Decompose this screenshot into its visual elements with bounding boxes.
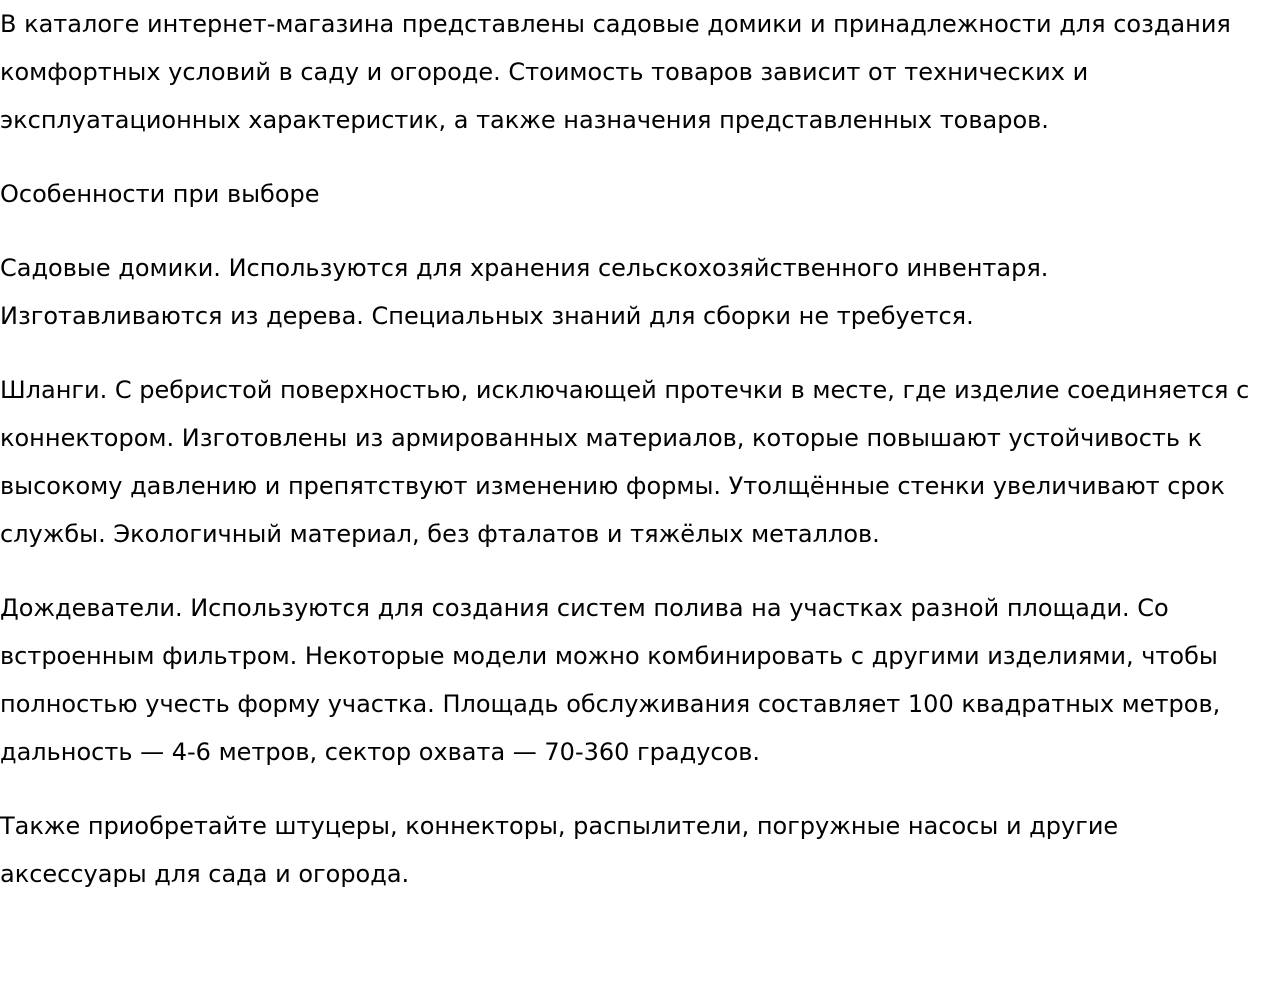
- paragraph-hoses: Шланги. С ребристой поверхностью, исключающей протечки в месте, где изделие соединяется с коннектором. Изготовлены из армированных материалов, которые повышают устойчивость к высокому давлению и препятствуют изменению формы. Утолщённые стенки увеличивают срок службы. Экологичный материал, без фталатов и тяжёлых металлов.: [0, 376, 1250, 548]
- paragraph-accessories: Также приобретайте штуцеры, коннекторы, распылители, погружные насосы и другие аксессуары для сада и огорода.: [0, 812, 1119, 888]
- paragraph-garden-houses: Садовые домики. Используются для хранения сельскохозяйственного инвентаря. Изготавливаются из дерева. Специальных знаний для сборки не требуется.: [0, 254, 1049, 330]
- section-heading: Особенности при выборе: [0, 180, 320, 208]
- intro-paragraph: В каталоге интернет-магазина представлены садовые домики и принадлежности для создания комфортных условий в саду и огороде. Стоимость товаров зависит от технических и эксплуатационных характеристик, а также назначения представленных товаров.: [0, 10, 1231, 134]
- paragraph-sprinklers: Дождеватели. Используются для создания систем полива на участках разной площади. Со встроенным фильтром. Некоторые модели можно комбинировать с другими изделиями, чтобы полностью учесть форму участка. Площадь обслуживания составляет 100 квадратных метров, дальность — 4-6 метров, сектор охвата — 70-360 градусов.: [0, 594, 1221, 766]
